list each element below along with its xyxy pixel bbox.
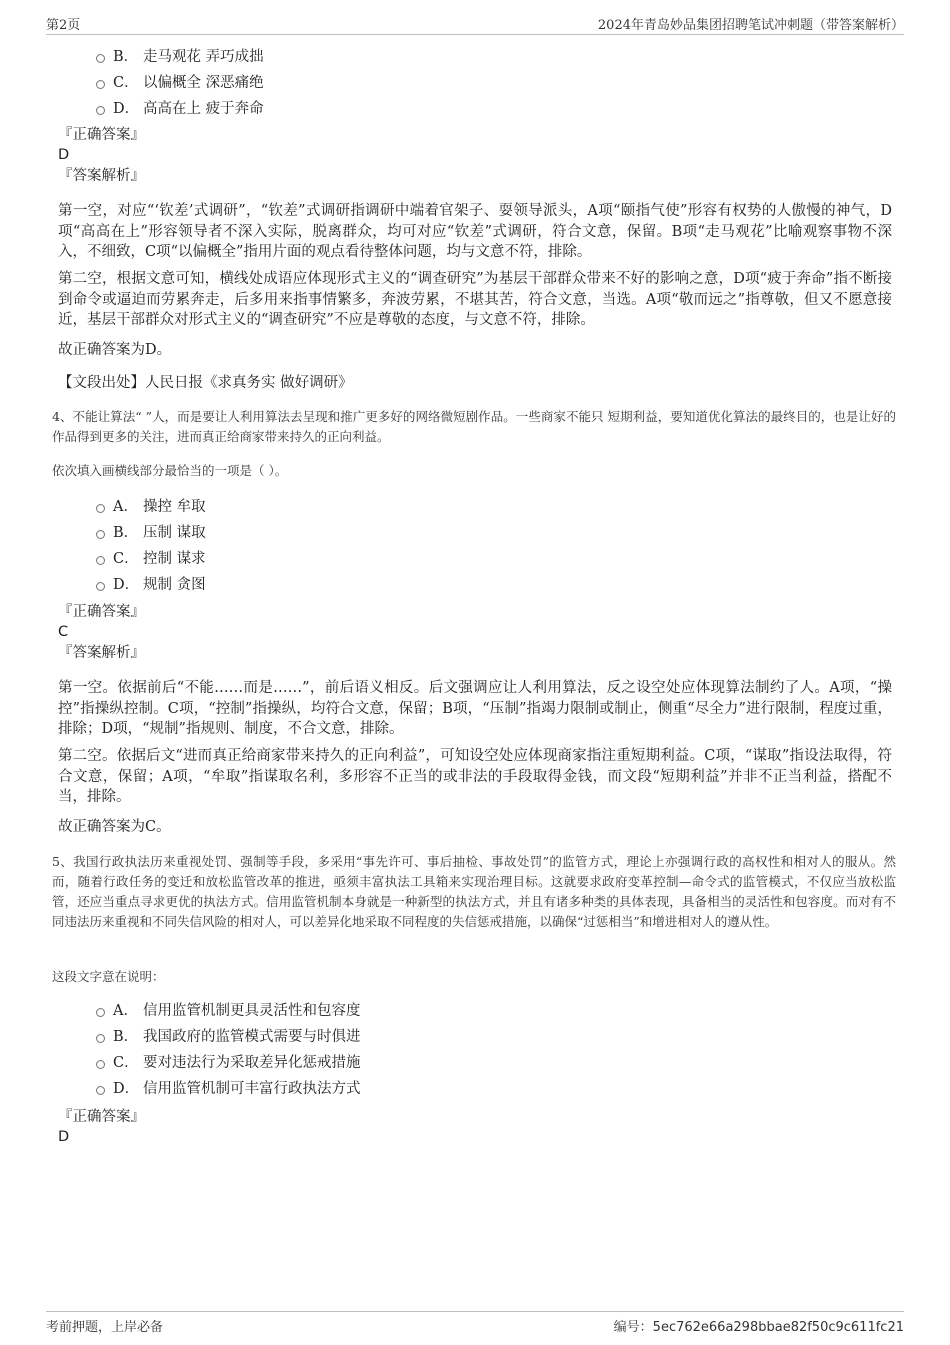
radio-circle-icon[interactable]: [96, 530, 105, 539]
answer-value: D: [58, 147, 70, 163]
page-number: 第2页: [46, 18, 81, 33]
document-id-label: 编号：: [613, 1320, 653, 1335]
question-5-text: 5、我国行政执法历来重视处罚、强制等手段，多采用“事先许可、事后抽检、事故处罚”的监管方式，理论上亦强调行政的高权性和相对人的服从。然而，随着行政任务的变迁和放松监管改革的推进，亟须丰富执法工具箱来实现治理目标。这就要求政府变革控制—命令式的监管模式，不仅应当放松监管，还应当重点寻求更优的执法方式。信用监管机制本身就是一种新型的执法方式，并且有诸多种类的具体表现，具备相当的灵活性和包容度。而对有不同违法历来重视和不同失信风险的相对人，可以差异化地采取不同程度的失信惩戒措施，以确保“过惩相当”和增进相对人的遵从性。: [52, 854, 896, 929]
question-5-prompt: 这段文字意在说明：: [52, 969, 165, 984]
document-id: [614, 1316, 904, 1335]
option-c[interactable]: C． 以偏概全 深恶痛绝: [96, 72, 264, 94]
analysis-paragraph: 第二空，根据文意可知，横线处成语应体现形式主义的“调查研究”为基层干部群众带来不好的影响之意，D项“疲于奔命”指不断接到命令或逼迫而劳累奔走，后多用来指事情繁多，奔波劳累，不堪其苦，符合文意，当选。A项“敬而远之”指尊敬，但又不愿意接近，基层干部群众对形式主义的“调查研究”不应是尊敬的态度，与文意不符，排除。: [58, 271, 892, 328]
page-header: [46, 14, 904, 35]
source-citation: 【文段出处】人民日报《求真务实 做好调研》: [58, 375, 353, 391]
answer-label: 『正确答案』: [58, 127, 145, 143]
radio-circle-icon[interactable]: [96, 106, 105, 115]
question-4-prompt: 依次填入画横线部分最恰当的一项是（ ）。: [52, 463, 288, 478]
analysis-paragraph: 第一空。依据前后“不能……而是……”，前后语义相反。后文强调应让人利用算法，反之设空处应体现算法制约了人。A项，“操控”指操纵控制。C项，“控制”指操纵，均符合文意，保留；B项，“压制”指竭力限制或制止，侧重“尽全力”进行限制，程度过重，排除；D项，“规制”指规则、制度，不合文意，排除。: [58, 680, 892, 737]
option-d[interactable]: D． 高高在上 疲于奔命: [96, 98, 264, 120]
radio-circle-icon[interactable]: [96, 504, 105, 513]
radio-circle-icon[interactable]: [96, 1034, 105, 1043]
document-title: 2024年青岛妙品集团招聘笔试冲刺题（带答案解析）: [597, 18, 904, 33]
option-b[interactable]: B． 走马观花 弄巧成拙: [96, 46, 264, 68]
analysis-conclusion: 故正确答案为C。: [58, 819, 171, 835]
option-b[interactable]: B． 我国政府的监管模式需要与时俱进: [96, 1026, 361, 1048]
answer-label: 『正确答案』: [58, 604, 145, 620]
radio-circle-icon[interactable]: [96, 1008, 105, 1017]
radio-circle-icon[interactable]: [96, 582, 105, 591]
answer-value: D: [58, 1129, 70, 1145]
analysis-paragraph: 第一空，对应“‘钦差’式调研”，“钦差”式调研指调研中端着官架子、耍领导派头，A项“颐指气使”形容有权势的人傲慢的神气，D项“高高在上”形容领导者不深入实际，脱离群众，均可对应“钦差”式调研，符合文意，保留。B项“走马观花”比喻观察事物不深入，不细致，C项“以偏概全”指用片面的观点看待整体问题，均与文意不符，排除。: [58, 203, 892, 260]
answer-value: C: [58, 624, 69, 640]
analysis-paragraph: 第二空。依据后文“进而真正给商家带来持久的正向利益”，可知设空处应体现商家指注重短期利益。C项，“谋取”指设法取得，符合文意，保留；A项，“牟取”指谋取名利，多形容不正当的或非法的手段取得金钱，而文段“短期利益”并非不正当利益，搭配不当，排除。: [58, 748, 892, 805]
radio-circle-icon[interactable]: [96, 1086, 105, 1095]
analysis-label: 『答案解析』: [58, 645, 145, 661]
document-id-value: 5ec762e66a298bbae82f50c9c611fc21: [652, 1320, 904, 1335]
option-c[interactable]: C． 要对违法行为采取差异化惩戒措施: [96, 1052, 361, 1074]
option-a[interactable]: A． 信用监管机制更具灵活性和包容度: [96, 1000, 361, 1022]
radio-circle-icon[interactable]: [96, 1060, 105, 1069]
question-4-text: 4、不能让算法“ ”人，而是要让人利用算法去呈现和推广更多好的网络微短剧作品。一些商家不能只 短期利益，要知道优化算法的最终目的，也是让好的作品得到更多的关注，进而真正给商家带来持久的正向利益。: [52, 409, 896, 444]
option-d[interactable]: D． 规制 贪图: [96, 574, 206, 596]
radio-circle-icon[interactable]: [96, 80, 105, 89]
option-c[interactable]: C． 控制 谋求: [96, 548, 206, 570]
option-b[interactable]: B． 压制 谋取: [96, 522, 206, 544]
analysis-label: 『答案解析』: [58, 168, 145, 184]
page-footer: [46, 1311, 904, 1336]
option-a[interactable]: A． 操控 牟取: [96, 496, 206, 518]
analysis-conclusion: 故正确答案为D。: [58, 342, 172, 358]
footer-slogan: 考前押题，上岸必备: [46, 1320, 164, 1335]
answer-label: 『正确答案』: [58, 1109, 145, 1125]
radio-circle-icon[interactable]: [96, 556, 105, 565]
radio-circle-icon[interactable]: [96, 54, 105, 63]
option-d[interactable]: D． 信用监管机制可丰富行政执法方式: [96, 1078, 361, 1100]
